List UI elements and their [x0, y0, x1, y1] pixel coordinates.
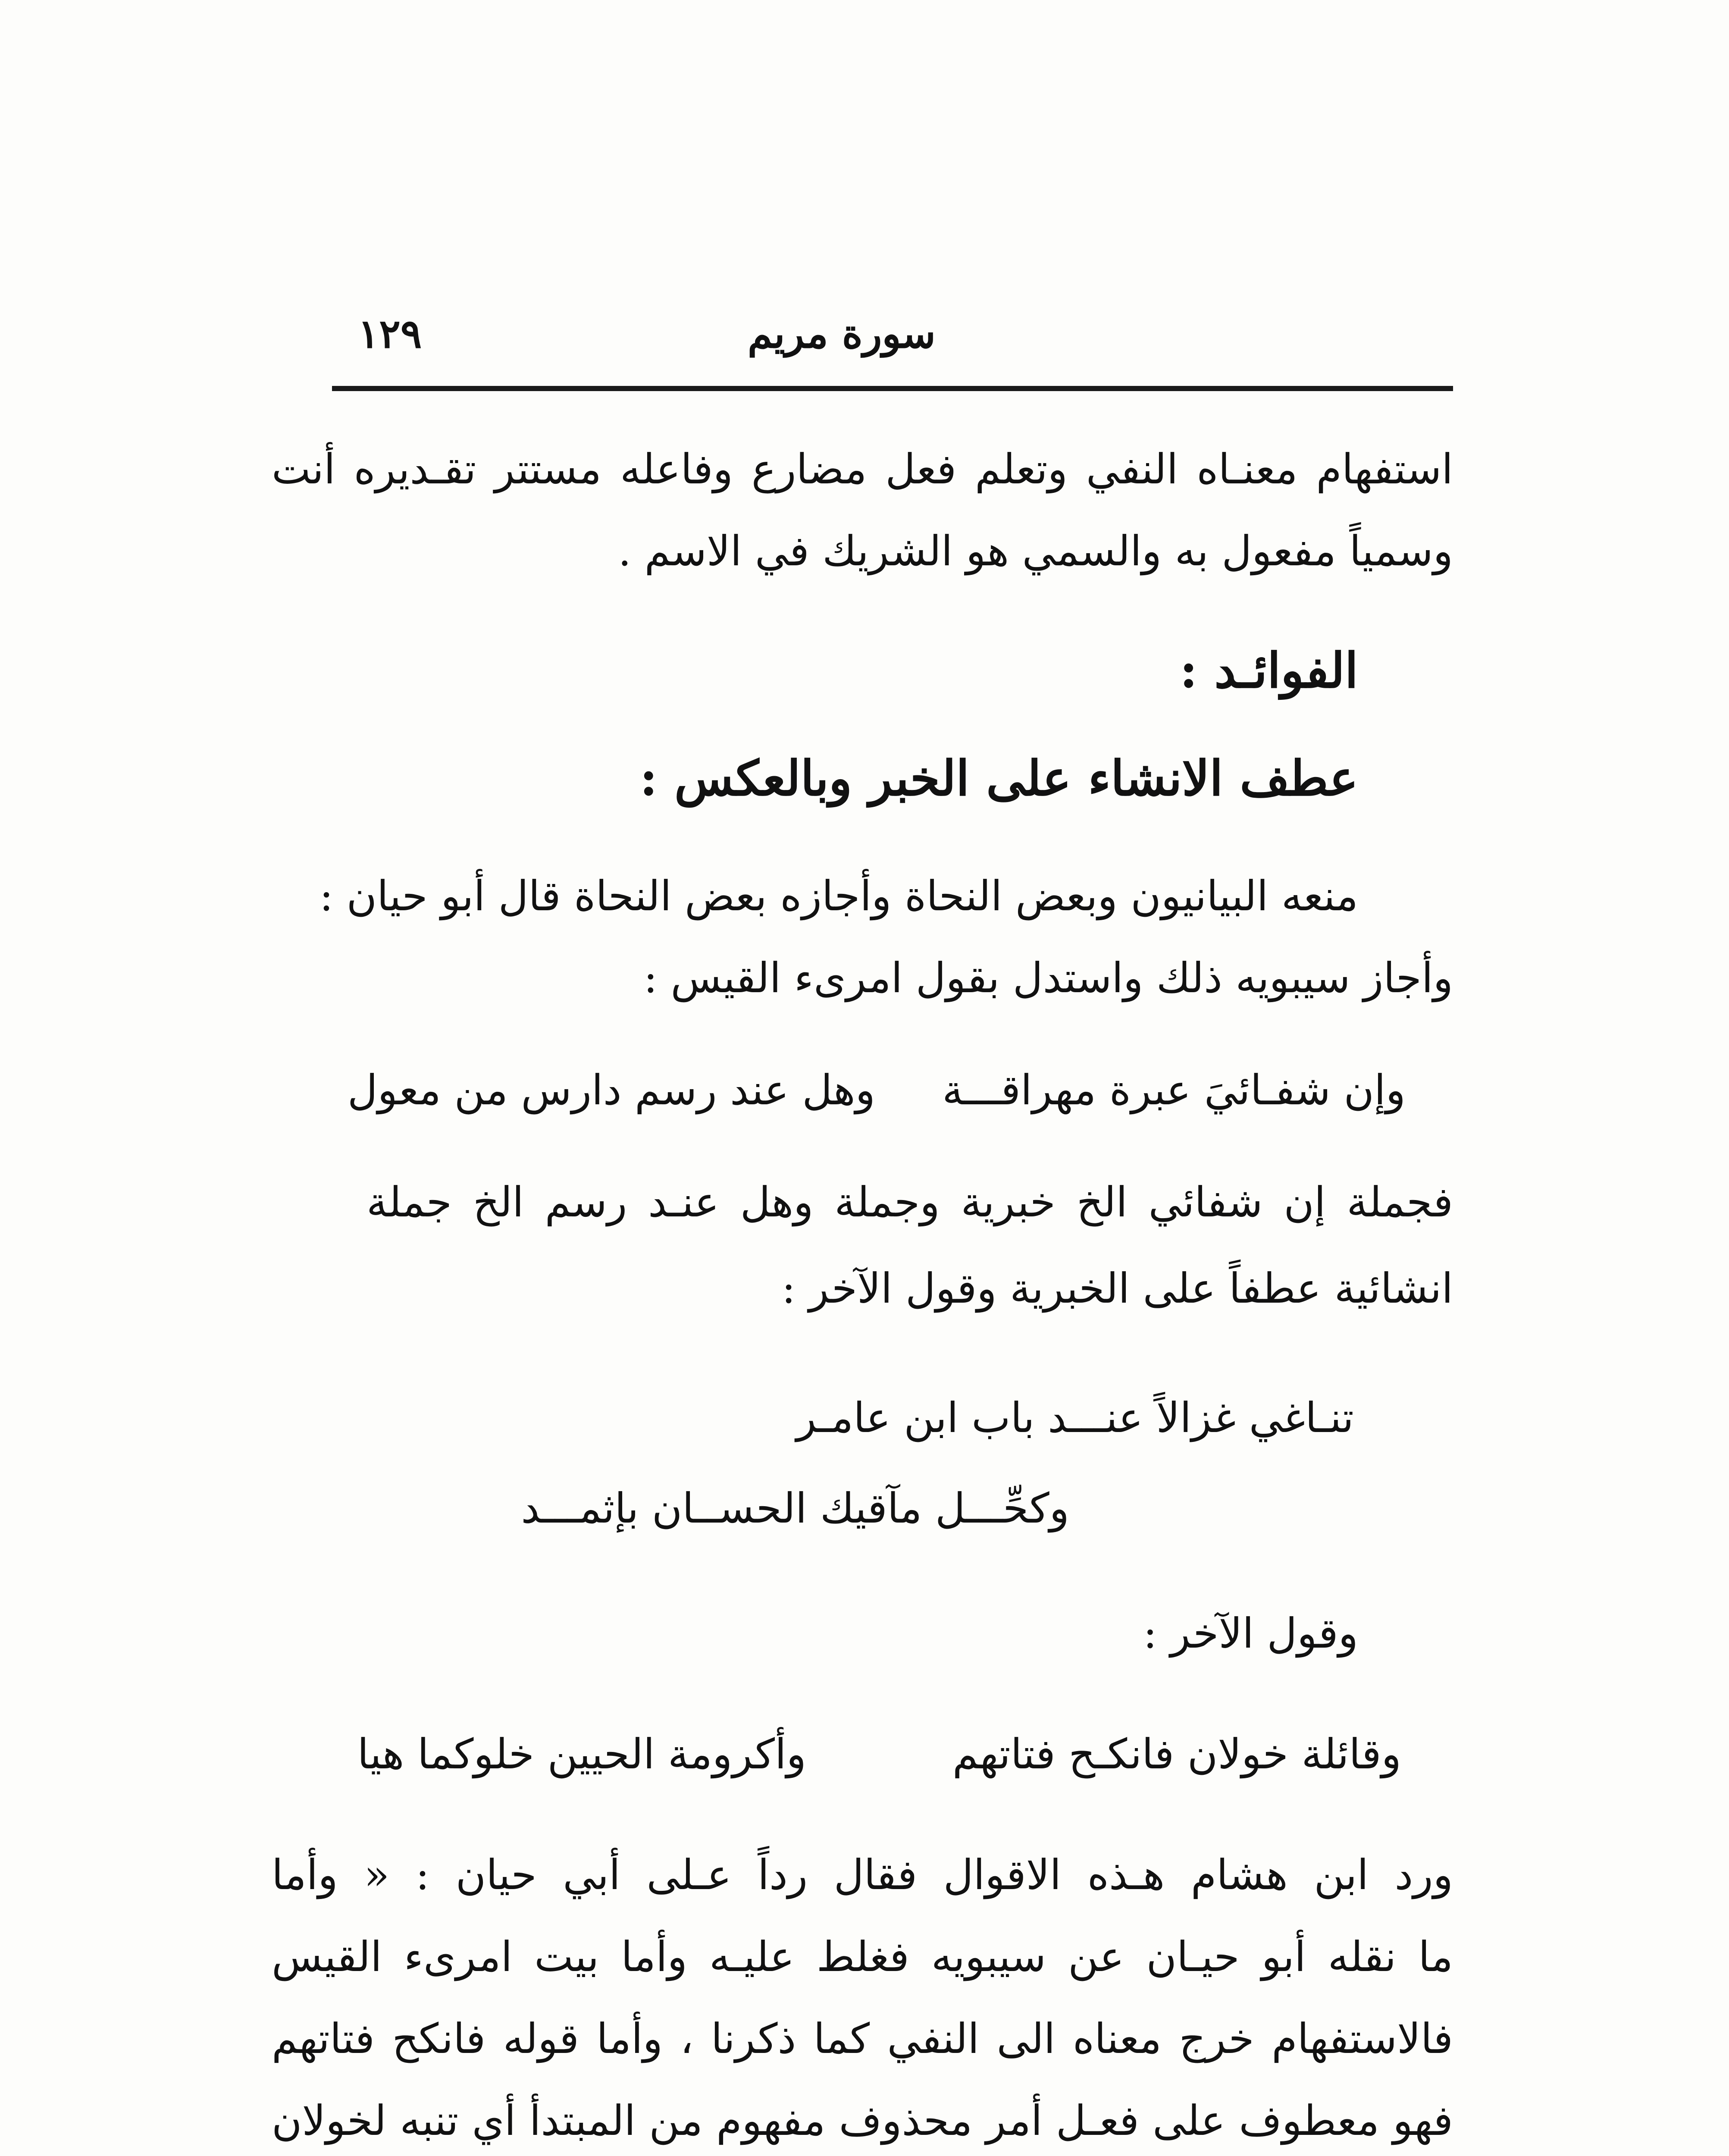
verse-first-hemistich: وقائلة خولان فانكـح فتاتهم: [952, 1730, 1401, 1778]
running-title: سورة مريم: [747, 310, 936, 357]
paragraph-line: فجملة إن شفائي الخ خبرية وجملة وهل عنـد رسم الخ جملة: [366, 1178, 1453, 1226]
paragraph-line: وأجاز سيبويه ذلك واستدل بقول امرىء القيس :: [643, 954, 1453, 1002]
page-header: [332, 302, 1453, 371]
header-rule: [332, 386, 1453, 391]
verse-line: تنـاغي غزالاً عنـــد باب ابن عامـر: [796, 1394, 1354, 1442]
subsection-heading: عطف الانشاء على الخبر وبالعكس :: [639, 750, 1358, 807]
paragraph-line: ورد ابن هشام هـذه الاقوال فقال رداً عـلى أبي حيان : « وأما: [272, 1851, 1453, 1899]
paragraph-line: وقول الآخر :: [1143, 1609, 1358, 1658]
verse-second-hemistich: وأكرومة الحيين خلوكما هيا: [357, 1730, 806, 1778]
section-heading: الفوائـد :: [1180, 642, 1358, 699]
verse-line: وكحِّـــل مآقيك الحســان بإثمـــد: [521, 1484, 1069, 1532]
paragraph-line: ما نقله أبو حيـان عن سيبويه فغلط عليـه وأما بيت امرىء القيس: [272, 1933, 1453, 1981]
paragraph-line: فهو معطوف على فعـل أمر محذوف مفهوم من المبتدأ أي تنبه لخولان: [272, 2096, 1453, 2145]
paragraph-line: وسمياً مفعول به والسمي هو الشريك في الاسم .: [618, 527, 1453, 575]
page-number: ١٢٩: [358, 310, 422, 357]
paragraph-line: انشائية عطفاً على الخبرية وقول الآخر :: [781, 1264, 1453, 1313]
paragraph-line: منعه البيانيون وبعض النحاة وأجازه بعض النحاة قال أبو حيان :: [319, 872, 1358, 920]
verse-second-hemistich: وهل عند رسم دارس من معول: [347, 1066, 875, 1114]
verse-first-hemistich: وإن شفـائيَ عبرة مهراقـــة: [942, 1066, 1406, 1114]
paragraph-line: فالاستفهام خرج معناه الى النفي كما ذكرنا ، وأما قوله فانكح فتاتهم: [272, 2015, 1453, 2063]
paragraph-line: استفهام معنـاه النفي وتعلم فعل مضارع وفاعله مستتر تقـديره أنت: [272, 445, 1453, 493]
